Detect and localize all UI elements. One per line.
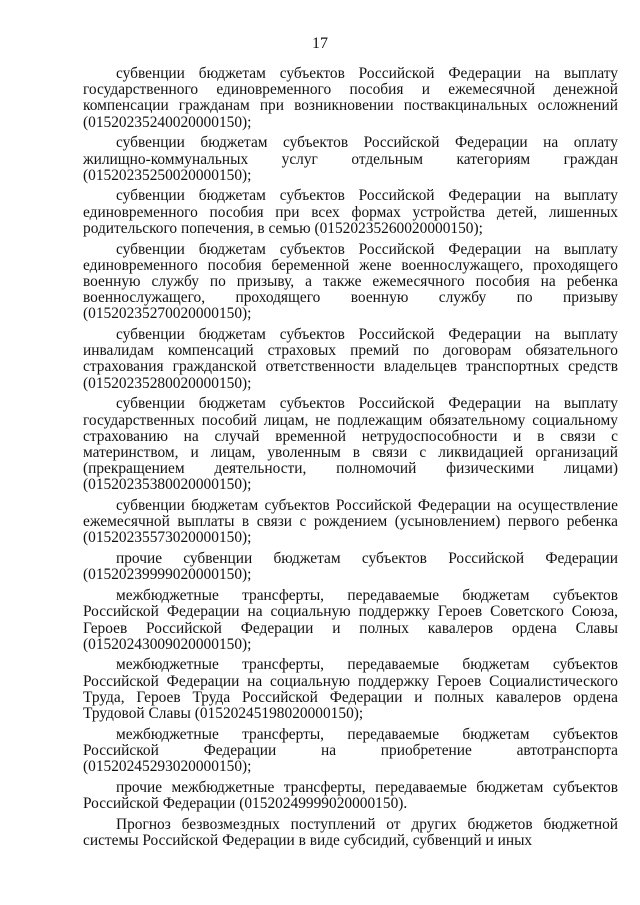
paragraph-conscript-family-allowance: субвенции бюджетам субъектов Российской Федерации на выплату единовременного пособия беременной жене военнослужащего, проходящего военную службу по призыву, а также ежемесячного пособия на ребенка военнослужащего, проходящего военную службу по призыву (01520235270020000150);: [83, 240, 618, 323]
document-body: [83, 66, 618, 854]
paragraph-other-subventions: прочие субвенции бюджетам субъектов Российской Федерации (01520239999020000150);: [83, 550, 618, 584]
page-number: 17: [312, 35, 328, 52]
paragraph-vehicle-purchase: межбюджетные трансферты, передаваемые бюджетам субъектов Российской Федерации на приобретение автотранспорта (01520245293020000150);: [83, 725, 618, 776]
paragraph-first-child-payment: субвенции бюджетам субъектов Российской Федерации на осуществление ежемесячной выплаты в связи с рождением (усыновлением) первого ребенка (01520235573020000150);: [83, 497, 618, 547]
paragraph-heroes-socialist-labour: межбюджетные трансферты, передаваемые бюджетам субъектов Российской Федерации на социальную поддержку Героев Социалистического Труда, Героев Труда Российской Федерации и полных кавалеров ордена Трудовой Славы (01520245198020000150);: [83, 656, 618, 723]
paragraph-vaccination-complications: субвенции бюджетам субъектов Российской Федерации на выплату государственного единовременного пособия и ежемесячной денежной компенсации гражданам при возникновении поствакцинальных осложнений (01520235240020000150);: [83, 65, 618, 131]
paragraph-forecast-intro: Прогноз безвозмездных поступлений от других бюджетов бюджетной системы Российской Федерации в виде субсидий, субвенций и иных: [83, 815, 618, 849]
paragraph-heroes-soviet-union: межбюджетные трансферты, передаваемые бюджетам субъектов Российской Федерации на социальную поддержку Героев Советского Союза, Героев Российской Федерации и полных кавалеров ордена Славы (01520243009020000150);: [83, 587, 618, 653]
paragraph-housing-utilities: субвенции бюджетам субъектов Российской Федерации на оплату жилищно-коммунальных услуг отдельным категориям граждан (01520235250020000150);: [83, 134, 618, 184]
paragraph-other-transfers: прочие межбюджетные трансферты, передаваемые бюджетам субъектов Российской Федерации (01520249999020000150).: [83, 778, 618, 813]
paragraph-disabled-insurance-compensation: субвенции бюджетам субъектов Российской Федерации на выплату инвалидам компенсаций страховых премий по договорам обязательного страхования гражданской ответственности владельцев транспортных средств (01520235280020000150);: [83, 326, 618, 392]
paragraph-child-placement-allowance: субвенции бюджетам субъектов Российской Федерации на выплату единовременного пособия при всех формах устройства детей, лишенных родительского попечения, в семью (01520235260020000150);: [83, 187, 618, 237]
paragraph-state-benefits-uninsured: субвенции бюджетам субъектов Российской Федерации на выплату государственных пособий лицам, не подлежащим обязательному социальному страхованию на случай временной нетрудоспособности и в связи с материнством, и лицам, уволенным в связи с ликвидацией организаций (прекращением деятельности, полномочий физическими лицами) (01520235380020000150);: [83, 395, 618, 494]
